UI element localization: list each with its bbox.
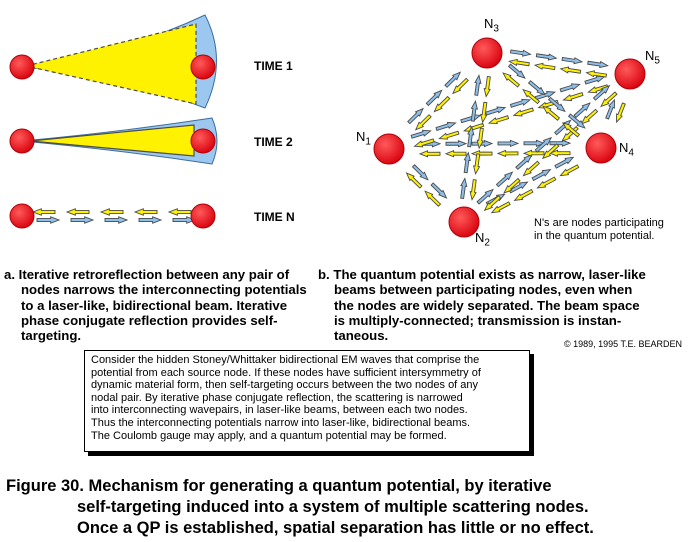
time-1-left-node [10, 55, 34, 79]
time-n-label: TIME N [254, 210, 295, 224]
beam-arrow-blue [510, 48, 531, 57]
time-n-arrow-right [71, 217, 93, 223]
beam-arrow-blue [536, 52, 557, 61]
beam-arrow-blue [560, 82, 581, 94]
beam-arrow-yellow [483, 76, 492, 97]
time-n-arrow-left [169, 209, 191, 215]
beam-arrow-blue [473, 75, 482, 96]
beam-arrow-blue [587, 60, 608, 69]
beam-arrow-blue [485, 105, 506, 117]
node-n3 [472, 38, 502, 68]
time-1-yellow-beam [26, 24, 196, 104]
panel-a-time-2 [10, 118, 217, 164]
beam-arrow-blue [411, 128, 432, 140]
time-2-yellow-beam [30, 125, 194, 156]
copyright-notice: © 1989, 1995 T.E. BEARDEN [564, 339, 683, 349]
beam-arrow-blue [459, 178, 468, 199]
time-n-arrow-left [135, 209, 157, 215]
figure-caption: Figure 30. Mechanism for generating a quantum potential, by iterative self-targeting induced into a system of multiple scattering nodes. Once a QP is established, spatial separation has little or no effect. [6, 477, 594, 537]
network-beams [404, 48, 626, 215]
beam-arrow-blue [531, 167, 551, 182]
time-2-left-node [10, 129, 34, 153]
beam-arrow-blue [510, 97, 531, 109]
beam-arrow-yellow [420, 151, 440, 157]
beam-arrow-yellow [513, 107, 534, 119]
time-n-arrow-left [33, 209, 55, 215]
nodes-note: N's are nodes participating in the quantum potential. [534, 217, 664, 242]
time-n-arrow-pairs [33, 209, 195, 223]
time-n-left-node [10, 204, 34, 228]
beam-arrow-yellow [488, 114, 509, 126]
time-n-right-node [191, 204, 215, 228]
time-n-arrow-left [67, 209, 89, 215]
time-1-right-node [191, 55, 215, 79]
beam-arrow-blue [550, 140, 570, 146]
beam-arrow-blue [446, 141, 466, 147]
beam-arrow-yellow [472, 151, 492, 157]
node-n4 [586, 133, 616, 163]
time-n-arrow-left [101, 209, 123, 215]
node-n5 [615, 59, 645, 89]
beam-arrow-yellow [560, 66, 581, 75]
beam-arrow-blue [498, 140, 518, 146]
beam-arrow-blue [436, 120, 457, 132]
beam-arrow-blue [554, 155, 574, 170]
time-n-arrow-right [139, 217, 161, 223]
beam-arrow-yellow [559, 164, 579, 179]
beam-arrow-yellow [524, 150, 544, 156]
beam-arrow-yellow [438, 130, 459, 142]
node-n4-label: $N_4$ [619, 140, 634, 159]
beam-arrow-yellow [535, 62, 556, 71]
beam-arrow-yellow [536, 176, 556, 191]
panel-b-caption: b. The quantum potential exists as narrow, laser-like beams between participating nodes, even when the nodes are widely separated. The beam space is multiply-connected; transmission is instan- taneous. [318, 267, 646, 344]
time-n-arrow-right [105, 217, 127, 223]
beam-arrow-yellow [614, 102, 627, 123]
panel-a-caption: a. Iterative retroreflection between any pair of nodes narrows the interconnecting potentials to a laser-like, bidirectional beam. Iterative phase conjugate reflection provides self- targeting. [4, 267, 307, 344]
time-2-right-node [191, 129, 215, 153]
beam-arrow-yellow [469, 179, 478, 200]
beam-arrow-yellow [563, 91, 584, 103]
beam-arrow-yellow [446, 151, 466, 157]
node-n3-label: $N_3$ [484, 16, 499, 35]
node-n2-label: $N_2$ [475, 230, 490, 249]
time-n-arrow-right [37, 217, 59, 223]
beam-arrow-yellow [498, 150, 518, 156]
node-n5-label: $N_5$ [645, 48, 660, 67]
node-n1-label: $N_1$ [356, 129, 371, 148]
beam-arrow-blue [460, 112, 481, 124]
explanation-box: Consider the hidden Stoney/Whittaker bidirectional EM waves that comprise the potential from each source node. If these nodes have sufficient intersymmetry of dynamic material form, then self-targeting occurs between the two nodes of any nodal pair. By iterative phase conjugate reflection, the scattering is narrowed into interconnecting wavepairs, in laser-like beams, between each two nodes. Thus the interconnecting potentials narrow into laser-like, bidirectional beams. The Coulomb gauge may apply, and a quantum potential may be formed. [84, 350, 530, 452]
beam-arrow-yellow [513, 188, 533, 203]
beam-arrow-blue [562, 56, 583, 65]
time-2-label: TIME 2 [254, 135, 293, 149]
panel-a-time-1 [10, 15, 217, 108]
panel-a-time-n [10, 204, 215, 228]
node-n1 [374, 134, 404, 164]
panel-b-node-network [374, 38, 645, 237]
time-1-label: TIME 1 [254, 59, 293, 73]
